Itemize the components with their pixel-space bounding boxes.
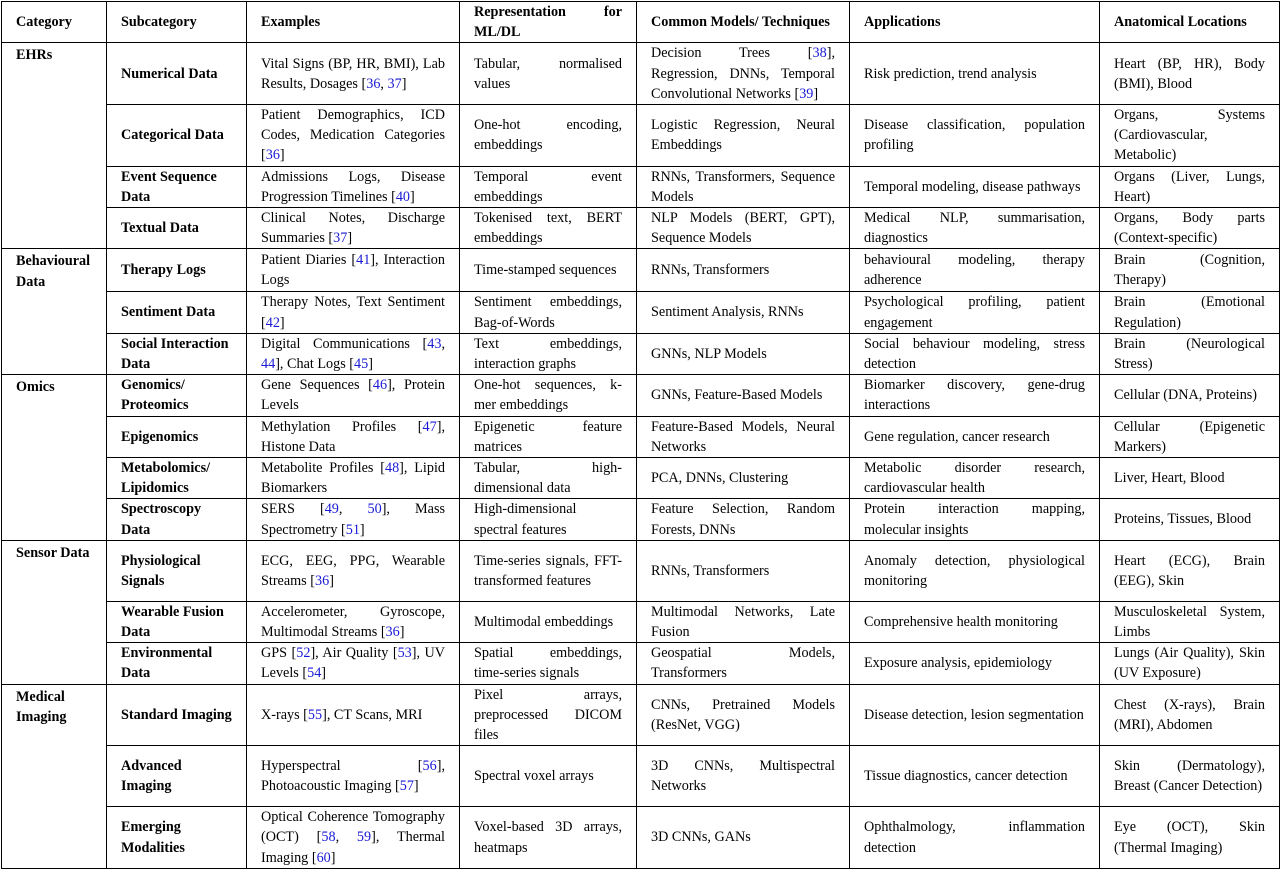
category-cell: [2, 457, 107, 498]
subcategory-cell: Genomics/ Proteomics: [107, 375, 247, 416]
applications-cell: Social behaviour modeling, stress detection: [850, 333, 1100, 374]
representation-cell: Text embeddings, interaction graphs: [460, 333, 637, 374]
models-cell: Feature-Based Models, Neural Networks: [637, 416, 850, 457]
anatomical-cell: Liver, Heart, Blood: [1100, 457, 1280, 498]
subcategory-cell: Advanced Imaging: [107, 746, 247, 807]
applications-cell: Disease detection, lesion segmentation: [850, 684, 1100, 746]
citation-link[interactable]: 60: [316, 849, 331, 866]
citation-link[interactable]: 37: [387, 75, 402, 92]
anatomical-cell: Eye (OCT), Skin (Thermal Imaging): [1100, 807, 1280, 869]
modalities-table: [1, 1, 1280, 869]
anatomical-cell: Organs, Body parts (Context-specific): [1100, 208, 1280, 249]
subcategory-cell: Therapy Logs: [107, 249, 247, 292]
models-cell: RNNs, Transformers, Sequence Models: [637, 166, 850, 207]
anatomical-cell: Chest (X-rays), Brain (MRI), Abdomen: [1100, 684, 1280, 746]
representation-cell: Voxel-based 3D arrays, heatmaps: [460, 807, 637, 869]
table-row: [2, 375, 1280, 416]
anatomical-cell: Musculoskeletal System, Limbs: [1100, 601, 1280, 642]
models-cell: PCA, DNNs, Clustering: [637, 457, 850, 498]
models-cell: Decision Trees [38], Regression, DNNs, Temporal Convolutional Networks [39]: [637, 43, 850, 105]
table-row: [2, 457, 1280, 498]
representation-cell: Multimodal embeddings: [460, 601, 637, 642]
representation-cell: One-hot sequences, k-mer embeddings: [460, 375, 637, 416]
applications-cell: Disease classification, population profiling: [850, 105, 1100, 167]
anatomical-cell: Brain (Neurological Stress): [1100, 333, 1280, 374]
subcategory-cell: Social Interaction Data: [107, 333, 247, 374]
applications-cell: Ophthalmology, inflammation detection: [850, 807, 1100, 869]
examples-cell: Clinical Notes, Discharge Summaries [37]: [247, 208, 460, 249]
table-row: [2, 499, 1280, 540]
header-row: [2, 2, 1280, 43]
examples-cell: Patient Diaries [41], Interaction Logs: [247, 249, 460, 292]
representation-cell: Spatial embeddings, time-series signals: [460, 643, 637, 684]
representation-cell: Temporal event embeddings: [460, 166, 637, 207]
examples-cell: SERS [49, 50], Mass Spectrometry [51]: [247, 499, 460, 540]
citation-link[interactable]: 54: [307, 665, 322, 682]
header-category: Category: [2, 2, 107, 43]
anatomical-cell: Organs, Systems (Cardiovascular, Metabolic): [1100, 105, 1280, 167]
representation-cell: Pixel arrays, preprocessed DICOM files: [460, 684, 637, 746]
header-anatomical: Anatomical Locations: [1100, 2, 1280, 43]
examples-cell: Vital Signs (BP, HR, BMI), Lab Results, Dosages [36, 37]: [247, 43, 460, 105]
citation-link[interactable]: 41: [356, 252, 371, 269]
category-cell: [2, 807, 107, 869]
applications-cell: Risk prediction, trend analysis: [850, 43, 1100, 105]
category-cell: [2, 166, 107, 207]
table-row: [2, 643, 1280, 684]
applications-cell: Protein interaction mapping, molecular insights: [850, 499, 1100, 540]
header-models: Common Models/ Techniques: [637, 2, 850, 43]
examples-cell: Hyperspectral [56], Photoacoustic Imaging [57]: [247, 746, 460, 807]
citation-link[interactable]: 49: [324, 501, 339, 518]
subcategory-cell: Emerging Modalities: [107, 807, 247, 869]
table-row: [2, 208, 1280, 249]
representation-cell: Spectral voxel arrays: [460, 746, 637, 807]
representation-cell: Time-series signals, FFT-transformed features: [460, 540, 637, 601]
anatomical-cell: Brain (Cognition, Therapy): [1100, 249, 1280, 292]
anatomical-cell: Proteins, Tissues, Blood: [1100, 499, 1280, 540]
citation-link[interactable]: 36: [315, 572, 330, 589]
anatomical-cell: Lungs (Air Quality), Skin (UV Exposure): [1100, 643, 1280, 684]
examples-cell: Therapy Notes, Text Sentiment [42]: [247, 292, 460, 333]
examples-cell: Optical Coherence Tomography (OCT) [58, 59], Thermal Imaging [60]: [247, 807, 460, 869]
applications-cell: Comprehensive health monitoring: [850, 601, 1100, 642]
representation-cell: Tabular, normalised values: [460, 43, 637, 105]
applications-cell: Psychological profiling, patient engagement: [850, 292, 1100, 333]
subcategory-cell: Standard Imaging: [107, 684, 247, 746]
citation-link[interactable]: 59: [356, 829, 372, 846]
anatomical-cell: Skin (Dermatology), Breast (Cancer Detection): [1100, 746, 1280, 807]
citation-link[interactable]: 40: [395, 188, 410, 205]
citation-link[interactable]: 36: [366, 75, 381, 92]
header-examples: Examples: [247, 2, 460, 43]
models-cell: Sentiment Analysis, RNNs: [637, 292, 850, 333]
citation-link[interactable]: 36: [265, 147, 280, 164]
table-row: [2, 105, 1280, 167]
examples-cell: Metabolite Profiles [48], Lipid Biomarkers: [247, 457, 460, 498]
models-cell: RNNs, Transformers: [637, 249, 850, 292]
applications-cell: Exposure analysis, epidemiology: [850, 643, 1100, 684]
citation-link[interactable]: 38: [812, 45, 827, 62]
category-cell: Behavioural Data: [2, 249, 107, 292]
models-cell: NLP Models (BERT, GPT), Sequence Models: [637, 208, 850, 249]
category-cell: [2, 416, 107, 457]
subcategory-cell: Epigenomics: [107, 416, 247, 457]
anatomical-cell: Heart (ECG), Brain (EEG), Skin: [1100, 540, 1280, 601]
subcategory-cell: Numerical Data: [107, 43, 247, 105]
category-cell: [2, 746, 107, 807]
citation-link[interactable]: 50: [367, 501, 382, 518]
citation-link[interactable]: 46: [372, 377, 388, 394]
applications-cell: Metabolic disorder research, cardiovascular health: [850, 457, 1100, 498]
citation-link[interactable]: 53: [397, 645, 412, 662]
citation-link[interactable]: 45: [354, 355, 369, 372]
category-cell: Medical Imaging: [2, 684, 107, 746]
applications-cell: behavioural modeling, therapy adherence: [850, 249, 1100, 292]
citation-link[interactable]: 44: [261, 355, 276, 372]
citation-link[interactable]: 55: [307, 706, 323, 723]
citation-link[interactable]: 39: [799, 85, 814, 102]
citation-link[interactable]: 51: [345, 521, 360, 538]
category-cell: Sensor Data: [2, 540, 107, 601]
representation-cell: High-dimensional spectral features: [460, 499, 637, 540]
applications-cell: Gene regulation, cancer research: [850, 416, 1100, 457]
examples-cell: Accelerometer, Gyroscope, Multimodal Streams [36]: [247, 601, 460, 642]
table-row: [2, 333, 1280, 374]
category-cell: [2, 292, 107, 333]
models-cell: Logistic Regression, Neural Embeddings: [637, 105, 850, 167]
subcategory-cell: Spectroscopy Data: [107, 499, 247, 540]
examples-cell: ECG, EEG, PPG, Wearable Streams [36]: [247, 540, 460, 601]
category-cell: Omics: [2, 375, 107, 416]
applications-cell: Temporal modeling, disease pathways: [850, 166, 1100, 207]
table-row: [2, 416, 1280, 457]
applications-cell: Biomarker discovery, gene-drug interactions: [850, 375, 1100, 416]
category-cell: [2, 333, 107, 374]
citation-link[interactable]: 56: [422, 758, 437, 774]
category-cell: [2, 499, 107, 540]
table-row: [2, 684, 1280, 746]
table-row: [2, 746, 1280, 807]
citation-link[interactable]: 57: [399, 778, 414, 795]
models-cell: 3D CNNs, GANs: [637, 807, 850, 869]
category-cell: [2, 601, 107, 642]
applications-cell: Tissue diagnostics, cancer detection: [850, 746, 1100, 807]
header-applications: Applications: [850, 2, 1100, 43]
models-cell: GNNs, Feature-Based Models: [637, 375, 850, 416]
anatomical-cell: Heart (BP, HR), Body (BMI), Blood: [1100, 43, 1280, 105]
representation-cell: Time-stamped sequences: [460, 249, 637, 292]
anatomical-cell: Brain (Emotional Regulation): [1100, 292, 1280, 333]
citation-link[interactable]: 52: [296, 645, 311, 662]
table-row: [2, 292, 1280, 333]
models-cell: Geospatial Models, Transformers: [637, 643, 850, 684]
representation-cell: Tabular, high-dimensional data: [460, 457, 637, 498]
examples-cell: GPS [52], Air Quality [53], UV Levels [54]: [247, 643, 460, 684]
subcategory-cell: Event Sequence Data: [107, 166, 247, 207]
citation-link[interactable]: 58: [321, 829, 336, 846]
applications-cell: Medical NLP, summarisation, diagnostics: [850, 208, 1100, 249]
header-representation: Representation for ML/DL: [460, 2, 637, 43]
models-cell: 3D CNNs, Multispectral Networks: [637, 746, 850, 807]
table-row: [2, 601, 1280, 642]
subcategory-cell: Wearable Fusion Data: [107, 601, 247, 642]
subcategory-cell: Metabolomics/ Lipidomics: [107, 457, 247, 498]
examples-cell: Methylation Profiles [47], Histone Data: [247, 416, 460, 457]
subcategory-cell: Textual Data: [107, 208, 247, 249]
citation-link[interactable]: 42: [265, 314, 280, 331]
anatomical-cell: Organs (Liver, Lungs, Heart): [1100, 166, 1280, 207]
examples-cell: X-rays [55], CT Scans, MRI: [247, 684, 460, 746]
citation-link[interactable]: 37: [333, 230, 348, 247]
subcategory-cell: Sentiment Data: [107, 292, 247, 333]
representation-cell: Epigenetic feature matrices: [460, 416, 637, 457]
citation-link[interactable]: 48: [384, 459, 400, 476]
subcategory-cell: Physiological Signals: [107, 540, 247, 601]
subcategory-cell: Environmental Data: [107, 643, 247, 684]
examples-cell: Gene Sequences [46], Protein Levels: [247, 375, 460, 416]
category-cell: [2, 208, 107, 249]
citation-link[interactable]: 36: [385, 623, 400, 640]
category-cell: [2, 643, 107, 684]
category-cell: [2, 105, 107, 167]
anatomical-cell: Cellular (Epigenetic Markers): [1100, 416, 1280, 457]
anatomical-cell: Cellular (DNA, Proteins): [1100, 375, 1280, 416]
representation-cell: One-hot encoding, embeddings: [460, 105, 637, 167]
table-row: [2, 166, 1280, 207]
models-cell: CNNs, Pretrained Models (ResNet, VGG): [637, 684, 850, 746]
examples-cell: Patient Demographics, ICD Codes, Medication Categories [36]: [247, 105, 460, 167]
models-cell: Feature Selection, Random Forests, DNNs: [637, 499, 850, 540]
models-cell: GNNs, NLP Models: [637, 333, 850, 374]
examples-cell: Admissions Logs, Disease Progression Timelines [40]: [247, 166, 460, 207]
citation-link[interactable]: 43: [427, 335, 442, 352]
representation-cell: Sentiment embeddings, Bag-of-Words: [460, 292, 637, 333]
table-row: [2, 43, 1280, 105]
examples-cell: Digital Communications [43, 44], Chat Logs [45]: [247, 333, 460, 374]
models-cell: Multimodal Networks, Late Fusion: [637, 601, 850, 642]
header-subcategory: Subcategory: [107, 2, 247, 43]
applications-cell: Anomaly detection, physiological monitoring: [850, 540, 1100, 601]
table-row: [2, 249, 1280, 292]
representation-cell: Tokenised text, BERT embeddings: [460, 208, 637, 249]
category-cell: EHRs: [2, 43, 107, 105]
citation-link[interactable]: 47: [422, 418, 437, 435]
subcategory-cell: Categorical Data: [107, 105, 247, 167]
table-row: [2, 807, 1280, 869]
table-row: [2, 540, 1280, 601]
models-cell: RNNs, Transformers: [637, 540, 850, 601]
